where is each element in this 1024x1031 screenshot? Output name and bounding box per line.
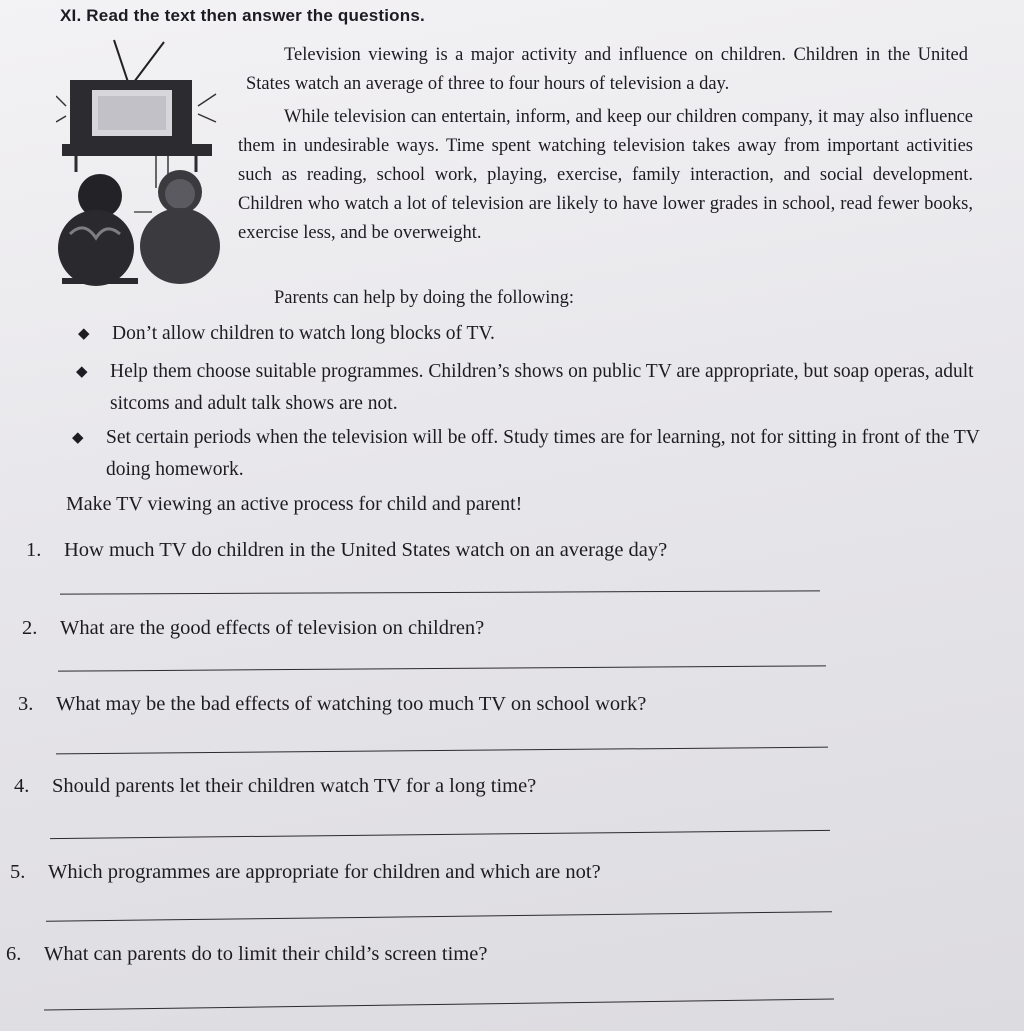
question-number: 6. [6,943,22,965]
answer-line-6[interactable] [44,998,834,1010]
section-heading: XI. Read the text then answer the questions. [60,6,425,25]
question-number: 3. [18,693,34,715]
answer-line-5[interactable] [46,911,832,922]
question-2 [22,614,484,642]
passage-paragraph-2: While television can entertain, inform, and keep our children company, it may also influence them in undesirable ways. Time spent watching television takes away from important activities such as reading, school work, playing, exercise, family interaction, and social development. Children who watch a lot of television are likely to have lower grades in school, read fewer books, exercise less, and be overweight. [238,107,973,243]
bullet-item [76,356,990,420]
question-1 [26,536,667,564]
question-number: 4. [14,775,30,797]
question-6 [6,940,487,968]
passage-paragraph-3: Parents can help by doing the following: [274,288,575,308]
question-text: What can parents do to limit their child’s screen time? [44,943,488,965]
question-text: What may be the bad effects of watching too much TV on school work? [56,693,647,715]
question-text: What are the good effects of television on children? [60,617,485,639]
question-number: 1. [26,539,42,561]
question-3 [18,690,646,718]
bullet-text: Don’t allow children to watch long blocks of TV. [112,323,495,344]
answer-line-1[interactable] [60,590,820,594]
diamond-bullet-icon: ◆ [78,326,90,342]
bullet-item [72,422,994,486]
diamond-bullet-icon: ◆ [76,364,88,380]
question-4 [14,772,536,800]
question-text: Which programmes are appropriate for children and which are not? [48,861,601,883]
question-text: Should parents let their children watch TV for a long time? [52,775,537,797]
answer-line-2[interactable] [58,665,826,671]
question-number: 5. [10,861,26,883]
closing-line: Make TV viewing an active process for child and parent! [66,493,523,515]
answer-line-3[interactable] [56,747,828,755]
bullet-text: Help them choose suitable programmes. Children’s shows on public TV are appropriate, but soap operas, adult sitcoms and adult talk shows are not. [110,361,974,414]
bullet-item [78,318,972,350]
passage-paragraph-1: Television viewing is a major activity and influence on children. Children in the United States watch an average of three to four hours of television a day. [246,45,968,94]
bullet-text: Set certain periods when the television will be off. Study times are for learning, not for sitting in front of the TV doing homework. [106,427,980,480]
question-number: 2. [22,617,38,639]
question-5 [10,858,601,886]
diamond-bullet-icon: ◆ [72,430,84,446]
question-text: How much TV do children in the United States watch on an average day? [64,539,668,561]
children-watching-tv-illustration [56,38,226,292]
answer-line-4[interactable] [50,830,830,839]
